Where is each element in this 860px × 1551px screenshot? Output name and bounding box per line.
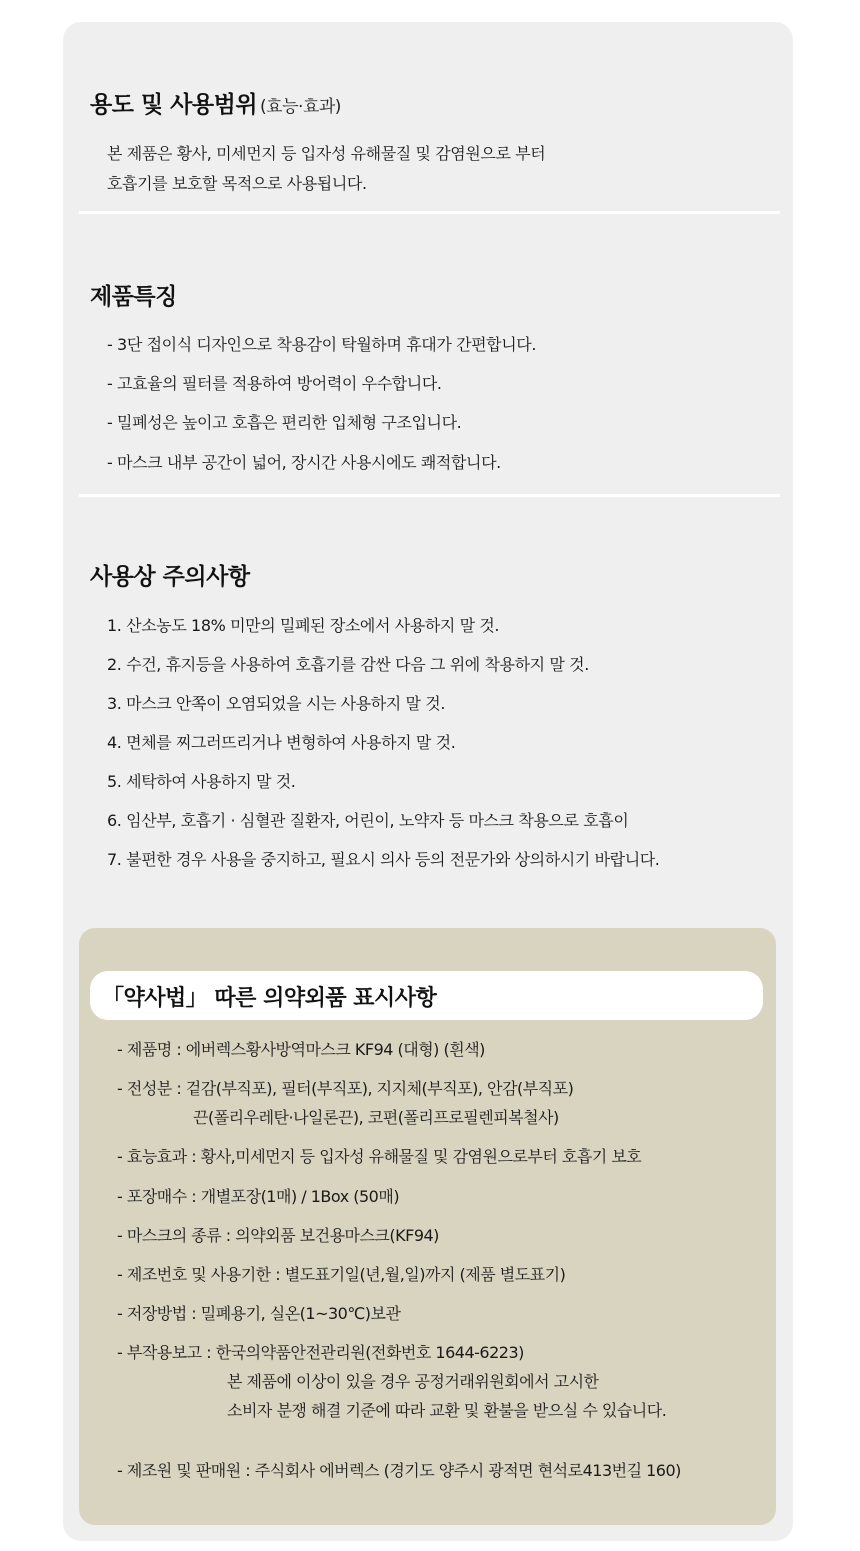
precaution-item: 5. 세탁하여 사용하지 말 것. — [107, 772, 296, 791]
label-ingredients-cont: 끈(폴리우레탄·나일론끈), 코편(폴리프로필렌피복철사) — [193, 1108, 559, 1127]
feature-item: - 3단 접이식 디자인으로 착용감이 탁월하며 휴대가 간편합니다. — [107, 335, 537, 354]
label-side-effect-cont: 소비자 분쟁 해결 기준에 따라 교환 및 환불을 받으실 수 있습니다. — [227, 1401, 667, 1420]
product-info-card — [63, 22, 793, 1541]
label-side-effect: - 부작용보고 : 한국의약품안전관리원(전화번호 1644-6223) — [117, 1343, 524, 1362]
label-mask-type: - 마스크의 종류 : 의약외품 보건용마스크(KF94) — [117, 1226, 439, 1245]
label-package: - 포장매수 : 개별포장(1매) / 1Box (50매) — [117, 1187, 400, 1206]
section-divider — [79, 211, 780, 214]
feature-item: - 밀폐성은 높이고 호흡은 편리한 입체형 구조입니다. — [107, 413, 462, 432]
feature-item: - 고효율의 필터를 적용하여 방어력이 우수합니다. — [107, 374, 442, 393]
label-efficacy: - 효능효과 : 황사,미세먼지 등 입자성 유해물질 및 감염원으로부터 호흡기 보호 — [117, 1147, 642, 1166]
label-side-effect-cont: 본 제품에 이상이 있을 경우 공정거래위원회에서 고시한 — [227, 1372, 599, 1391]
precaution-item: 6. 임산부, 호흡기 · 심혈관 질환자, 어린이, 노약자 등 마스크 착용으로 호흡이 — [107, 811, 629, 830]
label-product-name: - 제품명 : 에버렉스황사방역마스크 KF94 (대형) (흰색) — [117, 1040, 485, 1059]
label-ingredients: - 전성분 : 겉감(부직포), 필터(부직포), 지지체(부직포), 안감(부직포) — [117, 1079, 574, 1098]
precautions-title: 사용상 주의사항 — [90, 564, 250, 590]
label-manufacturer: - 제조원 및 판매원 : 주식회사 에버렉스 (경기도 양주시 광적면 현석로413번길 160) — [117, 1461, 681, 1480]
labeling-title-pill — [90, 971, 763, 1020]
label-storage: - 저장방법 : 밀폐용기, 실온(1~30℃)보관 — [117, 1304, 401, 1323]
precaution-item: 3. 마스크 안쪽이 오염되었을 시는 사용하지 말 것. — [107, 694, 446, 713]
labeling-panel — [79, 928, 776, 1525]
label-lot-expiry: - 제조번호 및 사용기한 : 별도표기일(년,월,일)까지 (제품 별도표기) — [117, 1265, 566, 1284]
section-divider — [79, 494, 780, 497]
usage-line: 본 제품은 황사, 미세먼지 등 입자성 유해물질 및 감염원으로 부터 — [107, 144, 546, 163]
usage-title-sub: (효능·효과) — [260, 97, 341, 117]
precaution-item: 4. 면체를 찌그러뜨리거나 변형하여 사용하지 말 것. — [107, 733, 456, 752]
precaution-item: 2. 수건, 휴지등을 사용하여 호흡기를 감싼 다음 그 위에 착용하지 말 것. — [107, 655, 589, 674]
usage-heading — [90, 86, 341, 119]
precaution-item: 7. 불편한 경우 사용을 중지하고, 필요시 의사 등의 전문가와 상의하시기 바랍니다. — [107, 850, 660, 869]
usage-title: 용도 및 사용범위 — [90, 92, 258, 118]
features-title: 제품특징 — [90, 284, 177, 310]
precaution-item: 1. 산소농도 18% 미만의 밀폐된 장소에서 사용하지 말 것. — [107, 616, 500, 635]
feature-item: - 마스크 내부 공간이 넓어, 장시간 사용시에도 쾌적합니다. — [107, 453, 501, 472]
usage-line: 호흡기를 보호할 목적으로 사용됩니다. — [107, 174, 367, 193]
labeling-title: 「약사법」 따른 의약외품 표시사항 — [102, 986, 437, 1011]
